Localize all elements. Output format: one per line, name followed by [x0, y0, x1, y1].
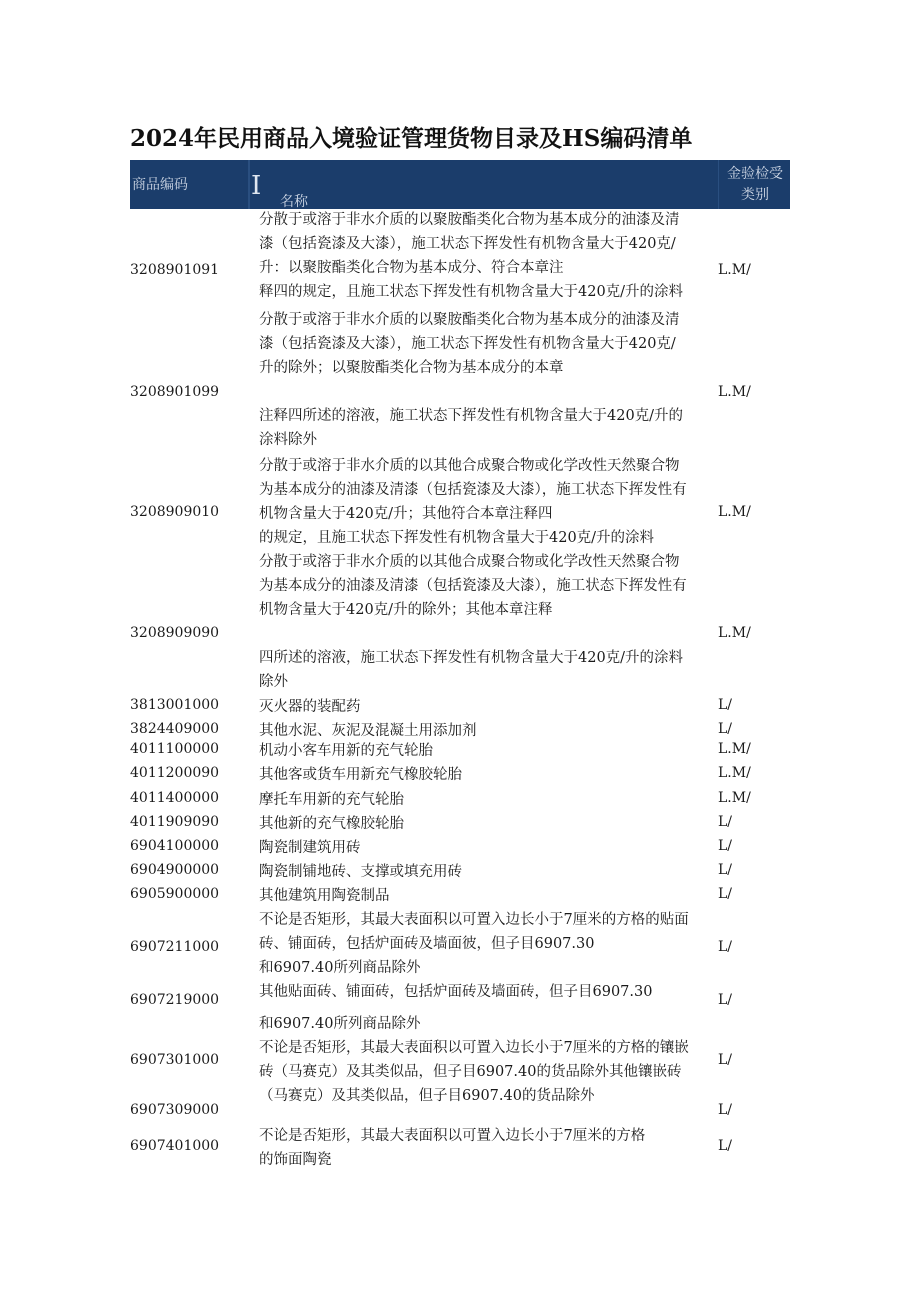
row-code: 4011400000: [130, 790, 220, 806]
row-name: 分散于或溶于非水介质的以其他合成聚合物或化学改性天然聚合物 为基本成分的油漆及清漆（包括瓷漆及大漆），施工状态下挥发性有 机物含量大于420克/升；其他符合本章注释四 的规定，且施工状态下挥发性有机物含量大于420克/升的涂料: [259, 458, 687, 546]
row-code: 4011200090: [130, 765, 220, 781]
row-name: 其他贴面砖、铺面砖，包括炉面砖及墙面砖，但子目6907.30 和6907.40所列商品除外: [259, 984, 653, 1032]
row-code: 6904900000: [130, 862, 220, 878]
row-category: L/: [718, 939, 733, 955]
row-code: 3208901099: [130, 384, 220, 400]
row-name: 不论是否矩形，其最大表面积以可置入边长小于7厘米的方格的镶嵌 砖（马赛克）及其类似品，但子目6907.40的货品除外其他镶嵌砖: [259, 1040, 689, 1080]
row-category: L/: [718, 862, 733, 878]
text-cursor-icon: I: [251, 171, 262, 201]
row-category: L.M/: [718, 504, 751, 520]
row-category: L/: [718, 1102, 733, 1118]
row-category: L/: [718, 1138, 733, 1154]
row-code: 6907309000: [130, 1102, 220, 1118]
row-name: 摩托车用新的充气轮胎: [259, 792, 404, 808]
row-code: 6907301000: [130, 1052, 220, 1068]
row-name: 灭火器的装配药: [259, 699, 361, 715]
row-category: L.M/: [718, 262, 751, 278]
table-header: [130, 160, 790, 209]
row-code: 3208901091: [130, 262, 220, 278]
row-name: 陶瓷制建筑用砖: [259, 840, 361, 856]
row-category: L.M/: [718, 741, 751, 757]
row-name: 不论是否矩形，其最大表面积以可置入边长小于7厘米的方格 的饰面陶瓷: [259, 1128, 646, 1168]
row-code: 4011100000: [130, 741, 220, 757]
header-category: 金验检受 类别: [727, 166, 783, 203]
row-category: L/: [718, 1052, 733, 1068]
header-separator: [248, 160, 250, 209]
row-name: 其他建筑用陶瓷制品: [259, 888, 390, 904]
row-code: 6907219000: [130, 992, 220, 1008]
row-category: L/: [718, 886, 733, 902]
row-name: 不论是否矩形，其最大表面积以可置入边长小于7厘米的方格的贴面 砖、铺面砖，包括炉面砖及墙面彼，但子目6907.30 和6907.40所列商品除外: [259, 912, 689, 976]
row-code: 3824409000: [130, 721, 220, 737]
row-category: L.M/: [718, 384, 751, 400]
header-separator: [718, 160, 719, 209]
row-category: L.M/: [718, 790, 751, 806]
row-category: L/: [718, 992, 733, 1008]
row-category: L/: [718, 814, 733, 830]
row-name: （马赛克）及其类似品，但子目6907.40的货品除外: [259, 1088, 595, 1104]
header-code: 商品编码: [132, 177, 188, 193]
row-name: 陶瓷制铺地砖、支撑或填充用砖: [259, 864, 462, 880]
row-code: 3813001000: [130, 697, 220, 713]
row-code: 4011909090: [130, 814, 220, 830]
row-name: 分散于或溶于非水介质的以其他合成聚合物或化学改性天然聚合物 为基本成分的油漆及清漆（包括瓷漆及大漆），施工状态下挥发性有 机物含量大于420克/升的除外；其他本章注释 四所述的溶液，施工状态下挥发性有机物含量大于420克/升的涂料 除外: [259, 554, 687, 690]
row-code: 6905900000: [130, 886, 220, 902]
row-category: L.M/: [718, 765, 751, 781]
row-code: 6907211000: [130, 939, 220, 955]
row-category: L/: [718, 697, 733, 713]
page-title: 2024年民用商品入境验证管理货物目录及HS编码清单: [130, 125, 693, 152]
row-code: 3208909010: [130, 504, 220, 520]
header-name: 名称: [280, 194, 308, 210]
row-name: 分散于或溶于非水介质的以聚胺酯类化合物为基本成分的油漆及清 漆（包括瓷漆及大漆），施工状态下挥发性有机物含量大于420克/ 升：以聚胺酯类化合物为基本成分、符合本章注 释四的规定，且施工状态下挥发性有机物含量大于420克/升的涂料: [259, 212, 684, 300]
row-code: 6907401000: [130, 1138, 220, 1154]
row-name: 其他水泥、灰泥及混凝土用添加剂: [259, 723, 477, 739]
row-category: L/: [718, 838, 733, 854]
row-name: 分散于或溶于非水介质的以聚胺酯类化合物为基本成分的油漆及清 漆（包括瓷漆及大漆），施工状态下挥发性有机物含量大于420克/ 升的除外；以聚胺酯类化合物为基本成分的本章 注释四所述的溶液，施工状态下挥发性有机物含量大于420克/升的 涂料除外: [259, 312, 684, 448]
row-code: 6904100000: [130, 838, 220, 854]
row-code: 3208909090: [130, 625, 220, 641]
row-category: L.M/: [718, 625, 751, 641]
row-category: L/: [718, 721, 733, 737]
row-name: 其他新的充气橡胶轮胎: [259, 816, 404, 832]
row-name: 机动小客车用新的充气轮胎: [259, 743, 433, 759]
row-name: 其他客或货车用新充气橡胶轮胎: [259, 767, 462, 783]
